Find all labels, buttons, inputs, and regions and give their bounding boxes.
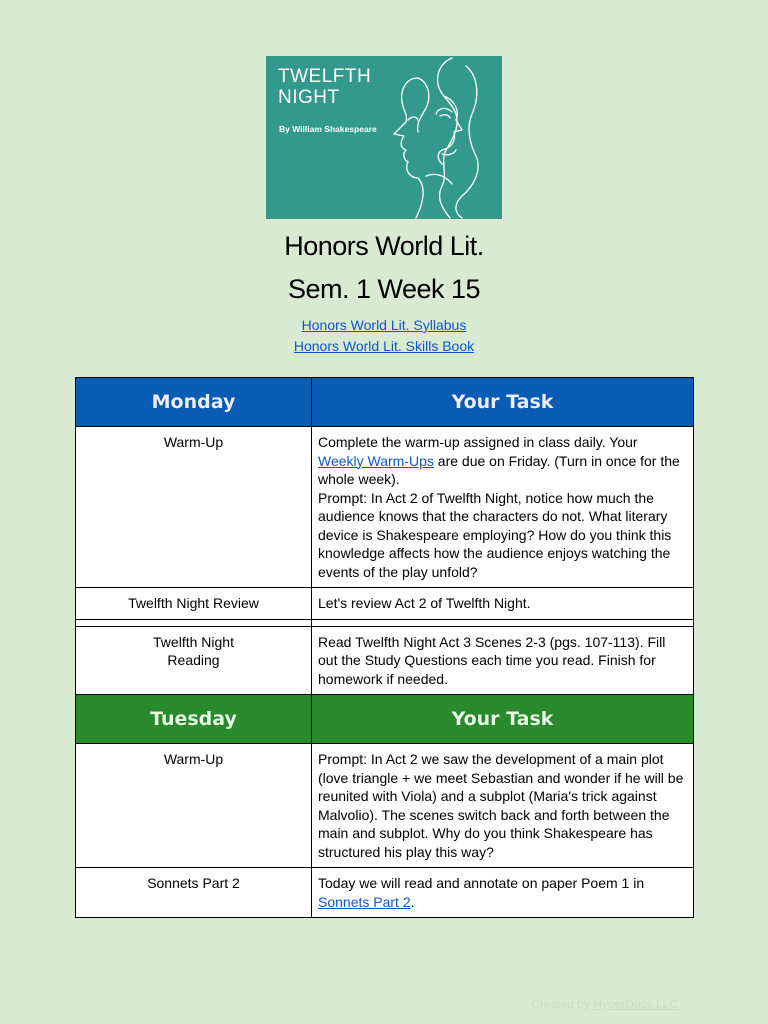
skills-book-link[interactable]: Honors World Lit. Skills Book [293, 338, 475, 354]
activity-cell: Warm-Up [76, 427, 312, 588]
task-cell: Read Twelfth Night Act 3 Scenes 2-3 (pgs. 107-113). Fill out the Study Questions each time you read. Finish for homework if needed. [312, 626, 694, 695]
cover-image [266, 56, 502, 219]
page-subtitle: Sem. 1 Week 15 [287, 274, 481, 304]
task-cell [312, 868, 694, 918]
monday-task-label: Your Task [451, 390, 554, 413]
weekly-warmups-link[interactable]: Weekly Warm-Ups [318, 452, 434, 469]
tuesday-task-label: Your Task [451, 707, 554, 730]
task-text: Complete the warm-up assigned in class daily. Your [318, 434, 638, 450]
activity-cell: Twelfth Night Review [76, 588, 312, 620]
task-text: . [410, 893, 415, 910]
row-spacer [76, 619, 694, 626]
monday-day-label: Monday [151, 390, 236, 413]
activity-line: Twelfth Night [153, 633, 234, 650]
cover-author: By William Shakespeare [279, 124, 377, 134]
footer-text: Created by [531, 997, 594, 1011]
table-row [76, 868, 694, 918]
schedule-table [75, 377, 694, 918]
monday-day-header [76, 378, 312, 427]
page-title: Honors World Lit. [284, 231, 484, 261]
footer-credit [531, 997, 678, 1011]
task-cell: Let's review Act 2 of Twelfth Night. [312, 588, 694, 620]
task-text: Today we will read and annotate on paper Poem 1 in [318, 875, 645, 891]
hyperdocs-link[interactable]: HyperDocs LLC [593, 997, 678, 1011]
tuesday-task-header [312, 695, 694, 744]
tuesday-day-label: Tuesday [150, 707, 237, 730]
tuesday-header-row [76, 695, 694, 744]
activity-cell: Sonnets Part 2 [76, 868, 312, 918]
monday-task-header [312, 378, 694, 427]
table-row [76, 744, 694, 868]
activity-line: Reading [167, 652, 220, 668]
table-row [76, 427, 694, 588]
table-row [76, 626, 694, 695]
sonnets-part-2-link[interactable]: Sonnets Part 2 [318, 893, 411, 910]
task-cell: Prompt: In Act 2 we saw the development of a main plot (love triangle + we meet Sebastian and wonder if he will be reunited with Viola) and a subplot (Maria's trick against Malvolio). The scenes switch back and forth between the main and subplot. Why do you think Shakespeare has structured his play this way? [312, 744, 694, 868]
task-text: are due on Friday. (Turn in once for the whole week). [318, 452, 680, 487]
syllabus-link[interactable]: Honors World Lit. Syllabus [301, 317, 467, 333]
monday-header-row [76, 378, 694, 427]
task-cell [312, 427, 694, 588]
tuesday-day-header [76, 695, 312, 744]
table-row [76, 588, 694, 620]
activity-cell: Warm-Up [76, 744, 312, 868]
cover-title-line1: TWELFTH [278, 66, 372, 87]
cover-title [278, 66, 371, 108]
activity-cell [76, 626, 312, 695]
prompt-text: Prompt: In Act 2 of Twelfth Night, notice how much the audience knows that the characters do not. What literary device is Shakespeare employing? How do you think this knowledge affects how the audience enjoys watching the events of the play unfold? [318, 489, 672, 580]
cover-title-line2: NIGHT [278, 87, 340, 108]
resource-links [0, 315, 768, 357]
